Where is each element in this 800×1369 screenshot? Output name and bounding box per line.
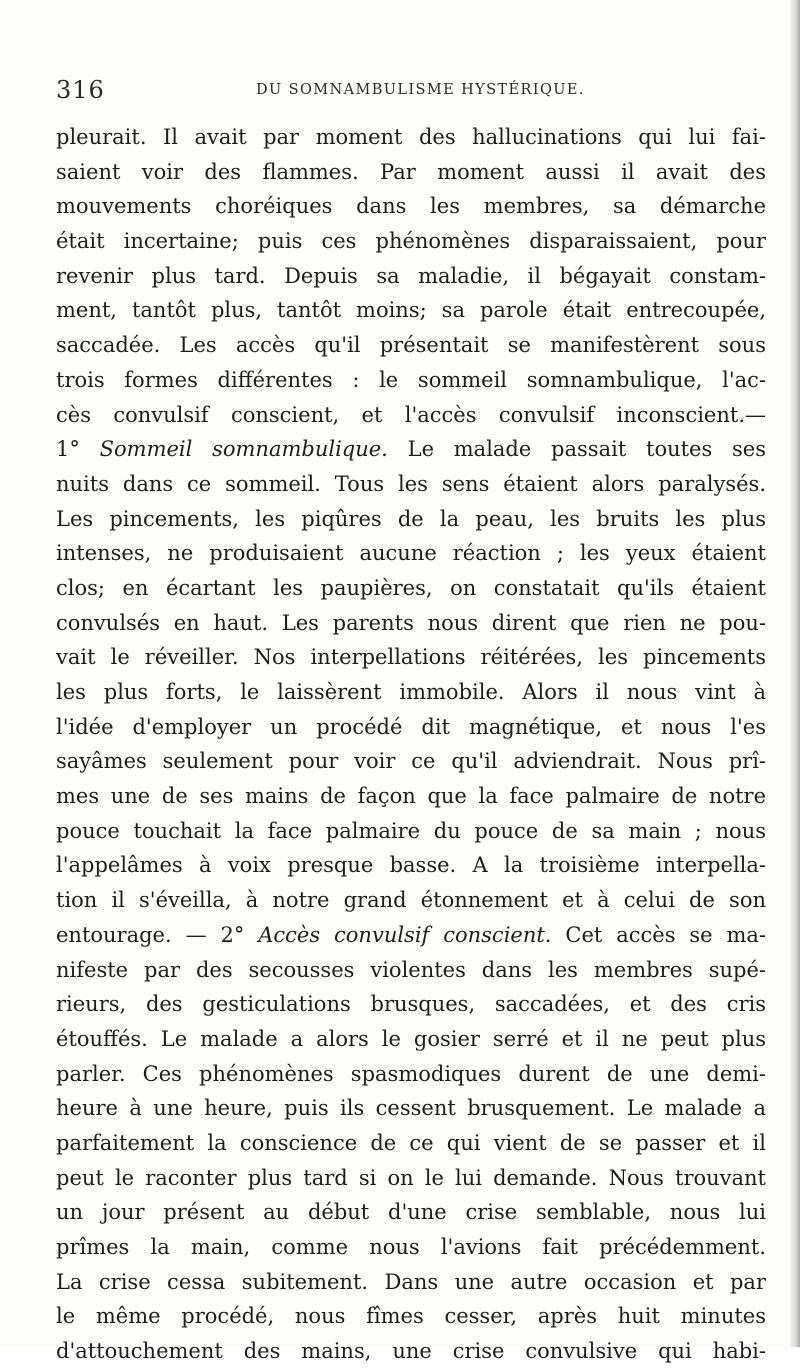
text-segment: La crise cessa subitement. Dans une autre occasion et par — [56, 1269, 766, 1294]
page-edge-shadow — [790, 0, 800, 1347]
text-line — [56, 120, 766, 155]
text-segment: ment, tantôt plus, tantôt moins; sa parole était entrecoupée, — [56, 298, 766, 323]
text-segment: clos; en écartant les paupières, on constatait qu'ils étaient — [56, 575, 766, 600]
text-line — [56, 1265, 766, 1300]
text-line — [56, 536, 766, 571]
text-line — [56, 918, 766, 953]
text-line — [56, 502, 766, 537]
text-segment: entourage. — 2° — [56, 922, 259, 947]
text-segment: d'attouchement des mains, une crise convulsive qui habi- — [56, 1339, 766, 1364]
text-line — [56, 1022, 766, 1057]
text-segment: vait le réveiller. Nos interpellations réitérées, les pincements — [56, 645, 766, 670]
text-line — [56, 1299, 766, 1334]
running-title: DU SOMNAMBULISME HYSTÉRIQUE. — [256, 82, 585, 98]
text-segment: les plus forts, le laissèrent immobile. Alors il nous vint à — [56, 680, 766, 704]
text-segment: sayâmes seulement pour voir ce qu'il adviendrait. Nous prî- — [56, 749, 766, 774]
text-line — [56, 953, 766, 988]
text-segment: pleurait. Il avait par moment des hallucinations qui lui fai- — [56, 125, 766, 149]
text-line — [56, 606, 766, 641]
text-line — [56, 1195, 766, 1230]
text-segment: Cet accès se ma- — [551, 922, 766, 947]
text-segment: parler. Ces phénomènes spasmodiques durent de une demi- — [56, 1061, 766, 1086]
text-line — [56, 779, 766, 814]
text-line — [56, 1057, 766, 1092]
text-line — [56, 328, 766, 363]
text-segment: revenir plus tard. Depuis sa maladie, il bégayait constam- — [56, 263, 766, 288]
text-segment: convulsés en haut. Les parents nous dirent que rien ne pou- — [56, 610, 766, 635]
text-segment: nifeste par des secousses violentes dans les membres supé- — [56, 957, 766, 982]
text-line — [56, 363, 766, 398]
text-line — [56, 189, 766, 224]
text-line — [56, 710, 766, 745]
text-line — [56, 1230, 766, 1265]
text-segment: rieurs, des gesticulations brusques, saccadées, et des cris — [56, 992, 766, 1017]
text-line — [56, 1091, 766, 1126]
text-segment: peut le raconter plus tard si on le lui demande. Nous trouvant — [56, 1165, 766, 1190]
text-line — [56, 1126, 766, 1161]
text-segment: l'idée d'employer un procédé dit magnétique, et nous l'es — [56, 714, 766, 739]
text-segment: pouce touchait la face palmaire du pouce de sa main ; nous — [56, 818, 766, 843]
text-line — [56, 814, 766, 849]
text-segment: heure à une heure, puis ils cessent brusquement. Le malade a — [56, 1096, 766, 1121]
italic-heading: Sommeil somnambulique. — [99, 437, 388, 462]
text-line — [56, 883, 766, 918]
text-line — [56, 848, 766, 883]
text-segment: mes une de ses mains de façon que la face palmaire de notre — [56, 784, 766, 809]
text-line — [56, 293, 766, 328]
text-line — [56, 675, 766, 710]
text-segment: trois formes différentes : le sommeil somnambulique, l'ac- — [56, 367, 766, 392]
text-segment: Les pincements, les piqûres de la peau, les bruits les plus — [56, 506, 766, 531]
text-segment: 1° — [56, 437, 100, 462]
text-segment: cès convulsif conscient, et l'accès convulsif inconscient.— — [56, 402, 766, 427]
body-text — [56, 120, 766, 1369]
text-segment: saient voir des flammes. Par moment aussi il avait des — [56, 159, 766, 184]
text-line — [56, 259, 766, 294]
text-segment: parfaitement la conscience de ce qui vient de se passer et il — [56, 1130, 766, 1155]
text-line — [56, 155, 766, 190]
text-segment: étouffés. Le malade a alors le gosier serré et il ne peut plus — [56, 1026, 766, 1051]
text-line — [56, 1161, 766, 1196]
text-line — [56, 744, 766, 779]
text-line — [56, 398, 766, 433]
running-head — [56, 75, 756, 105]
page-number: 316 — [56, 76, 105, 104]
text-segment: Le malade passait toutes ses — [387, 437, 766, 462]
text-line — [56, 432, 766, 467]
text-segment: un jour présent au début d'une crise semblable, nous lui — [56, 1200, 766, 1225]
italic-heading: Accès convulsif conscient. — [258, 922, 552, 947]
text-line — [56, 571, 766, 606]
text-segment: était incertaine; puis ces phénomènes disparaissaient, pour — [56, 229, 766, 254]
text-segment: mouvements choréiques dans les membres, sa démarche — [56, 194, 766, 219]
text-segment: le même procédé, nous fîmes cesser, après huit minutes — [56, 1304, 766, 1329]
text-segment: tion il s'éveilla, à notre grand étonnement et à celui de son — [56, 888, 766, 913]
text-line — [56, 1334, 766, 1369]
text-line — [56, 224, 766, 259]
text-segment: intenses, ne produisaient aucune réaction ; les yeux étaient — [56, 541, 766, 566]
text-line — [56, 640, 766, 675]
text-line — [56, 987, 766, 1022]
text-segment: nuits dans ce sommeil. Tous les sens étaient alors paralysés. — [56, 471, 766, 496]
text-line — [56, 467, 766, 502]
text-segment: prîmes la main, comme nous l'avions fait précédemment. — [56, 1235, 766, 1259]
text-segment: saccadée. Les accès qu'il présentait se manifestèrent sous — [56, 333, 766, 358]
text-segment: l'appelâmes à voix presque basse. A la troisième interpella- — [56, 853, 766, 878]
